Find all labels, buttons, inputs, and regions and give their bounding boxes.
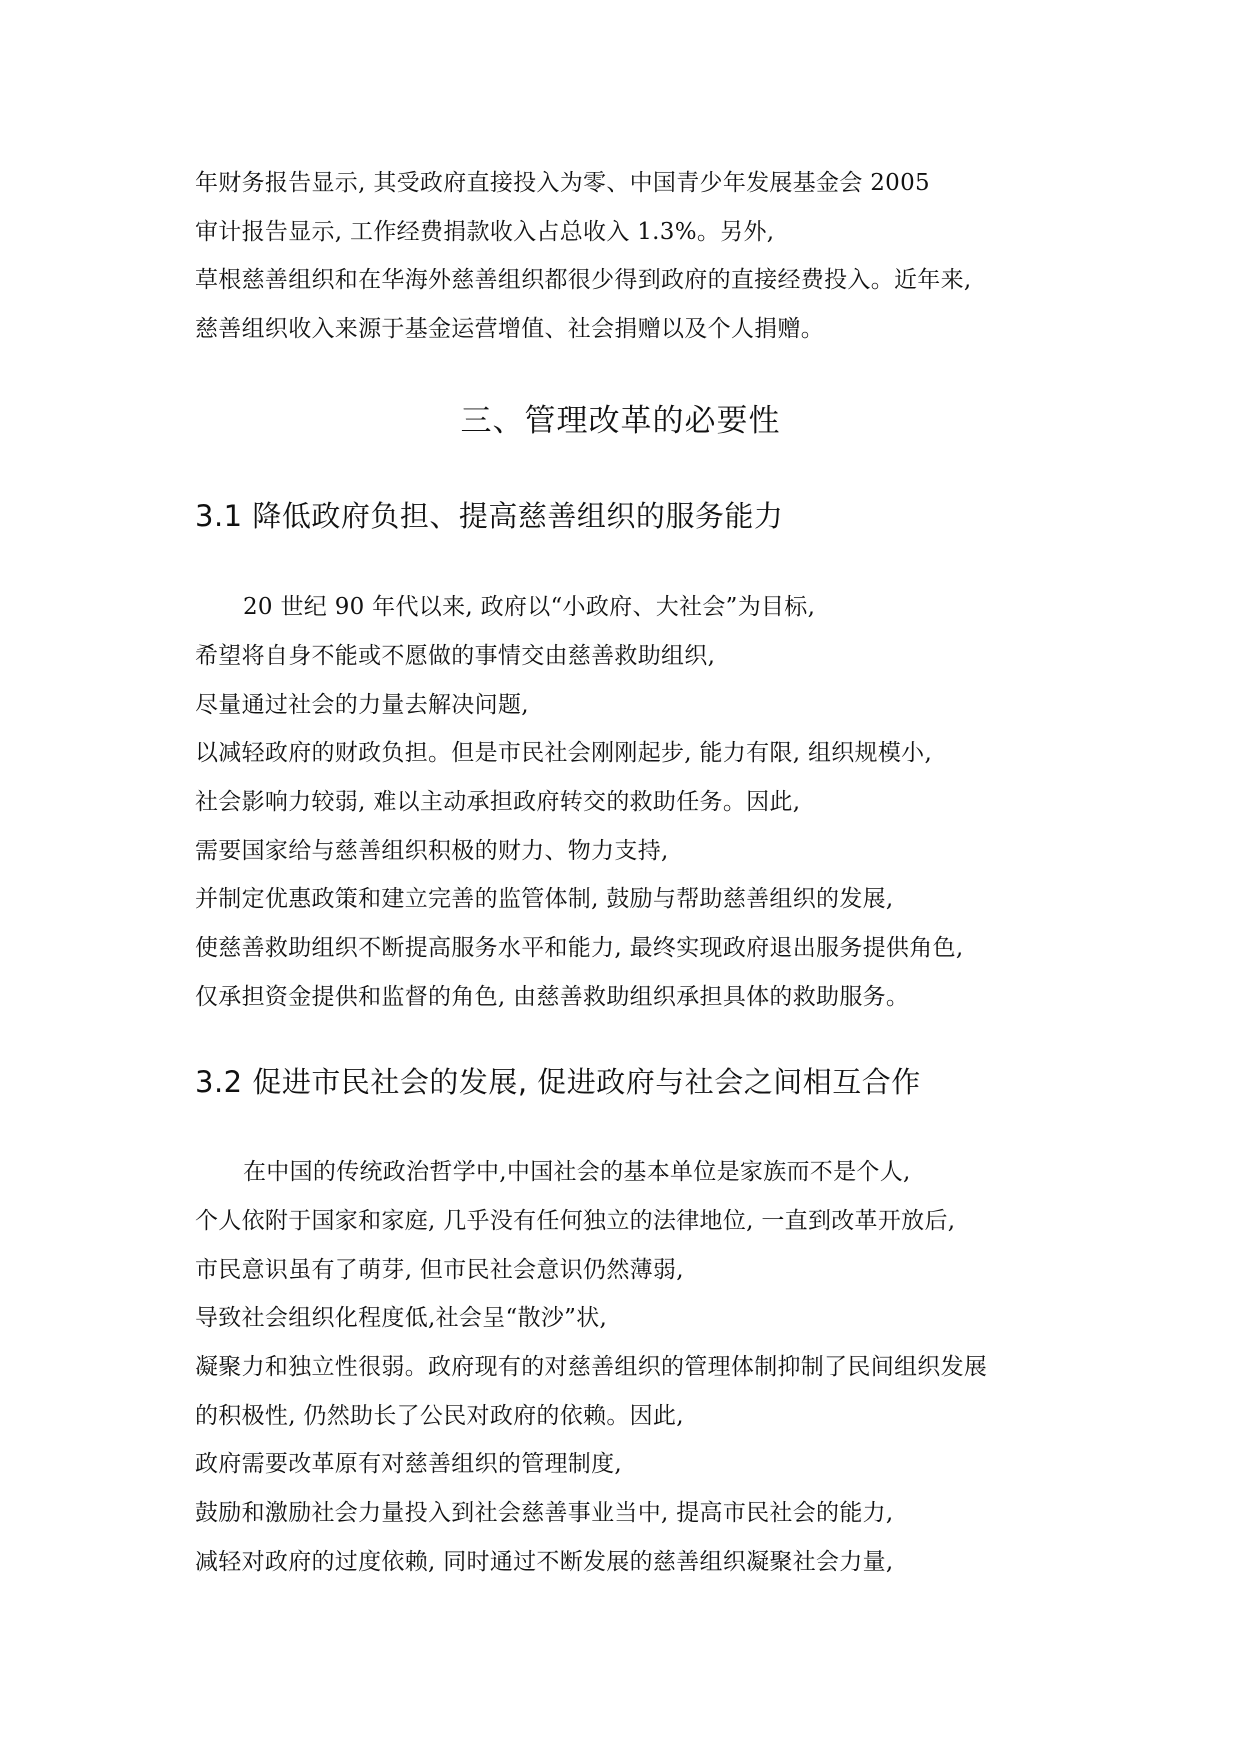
- paragraph-line: 鼓励和激励社会力量投入到社会慈善事业当中, 提高市民社会的能力,: [195, 1500, 894, 1526]
- paragraph-line: 凝聚力和独立性很弱。政府现有的对慈善组织的管理体制抑制了民间组织发展: [195, 1354, 988, 1380]
- paragraph-line: 希望将自身不能或不愿做的事情交由慈善救助组织,: [195, 643, 716, 669]
- paragraph-line: 审计报告显示, 工作经费捐款收入占总收入 1.3%。另外,: [195, 219, 775, 245]
- chapter-title: 三、管理改革的必要性: [460, 403, 781, 439]
- paragraph-line: 的积极性, 仍然助长了公民对政府的依赖。因此,: [195, 1403, 684, 1429]
- paragraph-line: 草根慈善组织和在华海外慈善组织都很少得到政府的直接经费投入。近年来,: [195, 267, 972, 293]
- paragraph-line: 以减轻政府的财政负担。但是市民社会刚刚起步, 能力有限, 组织规模小,: [195, 740, 933, 766]
- paragraph-line: 并制定优惠政策和建立完善的监管体制, 鼓励与帮助慈善组织的发展,: [195, 886, 894, 912]
- paragraph-line: 慈善组织收入来源于基金运营增值、社会捐赠以及个人捐赠。: [195, 316, 825, 342]
- section-heading-3-2: 3.2 促进市民社会的发展, 促进政府与社会之间相互合作: [195, 1065, 921, 1099]
- paragraph-line: 导致社会组织化程度低,社会呈“散沙”状,: [195, 1305, 608, 1331]
- paragraph-line: 市民意识虽有了萌芽, 但市民社会意识仍然薄弱,: [195, 1257, 684, 1283]
- section-heading-3-1: 3.1 降低政府负担、提高慈善组织的服务能力: [195, 499, 784, 533]
- paragraph-line: 仅承担资金提供和监督的角色, 由慈善救助组织承担具体的救助服务。: [195, 984, 910, 1010]
- paragraph-line: 20 世纪 90 年代以来, 政府以“小政府、大社会”为目标,: [243, 594, 816, 620]
- paragraph-line: 社会影响力较弱, 难以主动承担政府转交的救助任务。因此,: [195, 789, 801, 815]
- paragraph-line: 使慈善救助组织不断提高服务水平和能力, 最终实现政府退出服务提供角色,: [195, 935, 964, 961]
- paragraph-line: 需要国家给与慈善组织积极的财力、物力支持,: [195, 838, 669, 864]
- paragraph-line: 政府需要改革原有对慈善组织的管理制度,: [195, 1451, 623, 1477]
- paragraph-line: 个人依附于国家和家庭, 几乎没有任何独立的法律地位, 一直到改革开放后,: [195, 1208, 956, 1234]
- paragraph-line: 减轻对政府的过度依赖, 同时通过不断发展的慈善组织凝聚社会力量,: [195, 1549, 894, 1575]
- paragraph-line: 在中国的传统政治哲学中,中国社会的基本单位是家族而不是个人,: [243, 1159, 911, 1185]
- paragraph-line: 年财务报告显示, 其受政府直接投入为零、中国青少年发展基金会 2005: [195, 170, 930, 196]
- paragraph-line: 尽量通过社会的力量去解决问题,: [195, 692, 529, 718]
